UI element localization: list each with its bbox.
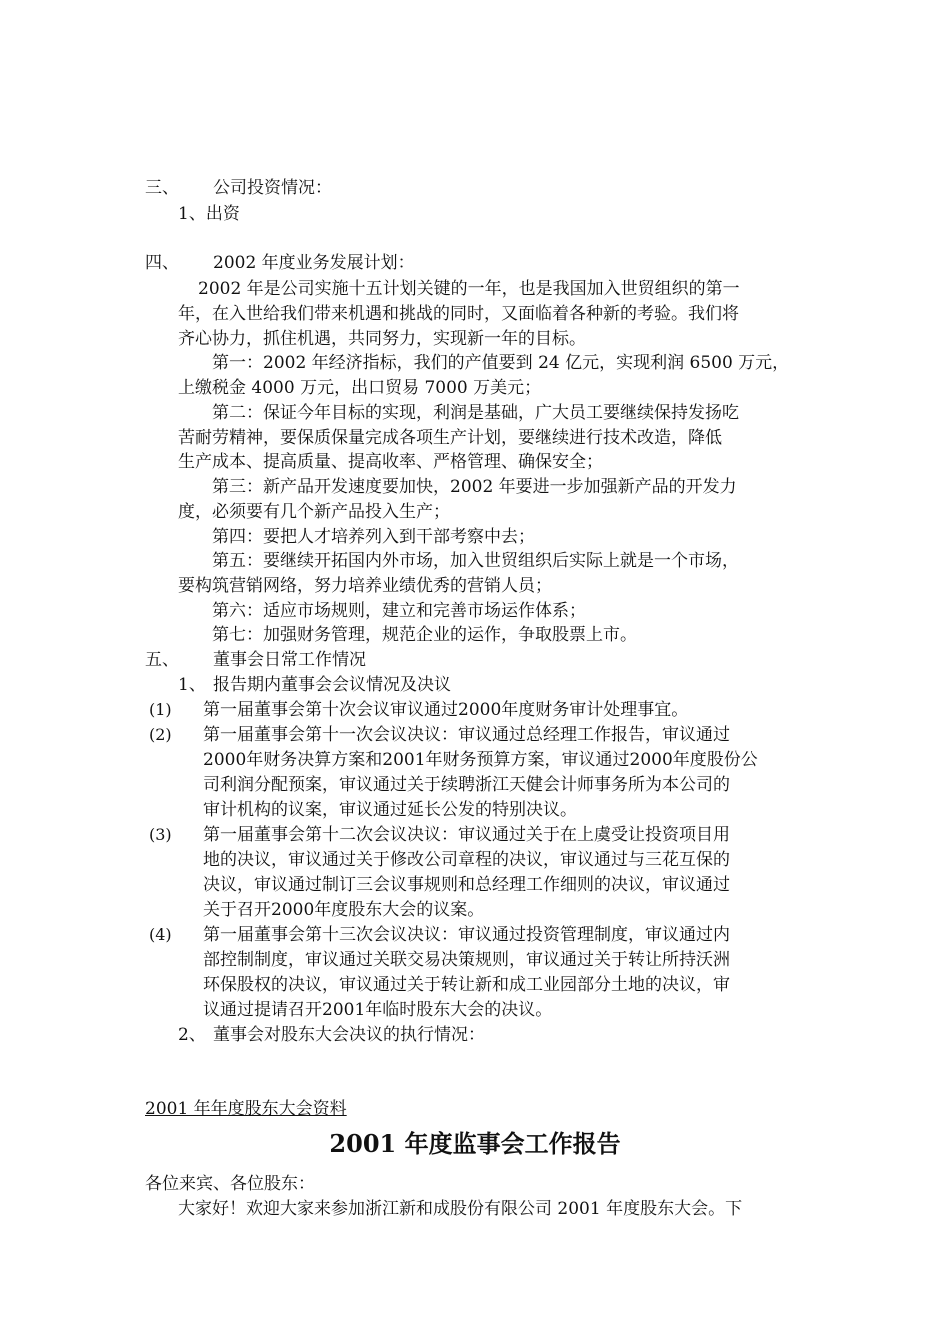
plan-item-2-line: 苦耐劳精神，要保质保量完成各项生产计划，要继续进行技术改造，降低 <box>178 428 722 448</box>
resolution-line: 第一届董事会第十一次会议决议：审议通过总经理工作报告，审议通过 <box>203 725 730 745</box>
resolution-line: 第一届董事会第十次会议审议通过2000年度财务审计处理事宜。 <box>203 700 689 720</box>
section-4-intro-line: 年，在入世给我们带来机遇和挑战的同时，又面临着各种新的考验。我们将 <box>178 304 739 324</box>
resolution-line: 审计机构的议案，审议通过延长公发的特别决议。 <box>203 800 577 820</box>
resolution-line: 2000年财务决算方案和2001年财务预算方案，审议通过2000年度股份公 <box>203 750 758 770</box>
section-5-number: 五、 <box>145 650 179 670</box>
greeting: 各位来宾、各位股东： <box>145 1174 315 1194</box>
report-title: 2001 年度监事会工作报告 <box>329 1129 621 1158</box>
resolution-line: 议通过提请召开2001年临时股东大会的决议。 <box>203 1000 553 1020</box>
resolution-line: 关于召开2000年度股东大会的议案。 <box>203 900 485 920</box>
section-5-sub-1-number: 1、 <box>178 675 206 695</box>
opening-paragraph: 大家好！欢迎大家来参加浙江新和成股份有限公司 2001 年度股东大会。下 <box>178 1199 743 1219</box>
section-3-title: 公司投资情况： <box>213 178 332 198</box>
resolution-line: 第一届董事会第十二次会议决议：审议通过关于在上虞受让投资项目用 <box>203 825 730 845</box>
plan-item-3-line: 第三：新产品开发速度要加快，2002 年要进一步加强新产品的开发力 <box>212 477 737 497</box>
plan-item-2-line: 第二：保证今年目标的实现，利润是基础，广大员工要继续保持发扬吃 <box>212 403 739 423</box>
resolution-line: 地的决议，审议通过关于修改公司章程的决议，审议通过与三花互保的 <box>203 850 730 870</box>
resolution-line: 部控制制度，审议通过关联交易决策规则，审议通过关于转让所持沃洲 <box>203 950 730 970</box>
resolution-line: 司利润分配预案，审议通过关于续聘浙江天健会计师事务所为本公司的 <box>203 775 730 795</box>
resolution-line: 决议，审议通过制订三会议事规则和总经理工作细则的决议，审议通过 <box>203 875 730 895</box>
section-4-number: 四、 <box>145 253 179 273</box>
resolution-number: (1) <box>149 700 172 719</box>
section-5-title: 董事会日常工作情况 <box>213 650 366 670</box>
plan-item-4-line: 第四：要把人才培养列入到干部考察中去； <box>212 527 535 547</box>
resolution-number: (4) <box>149 925 172 944</box>
page-header: 2001 年年度股东大会资料 <box>145 1099 347 1119</box>
plan-item-3-line: 度，必须要有几个新产品投入生产； <box>178 502 450 522</box>
resolution-number: (3) <box>149 825 172 844</box>
section-5-sub-2-title: 董事会对股东大会决议的执行情况： <box>213 1025 485 1045</box>
section-3-item-1: 1、出资 <box>178 204 240 224</box>
resolution-number: (2) <box>149 725 172 744</box>
section-5-sub-2-number: 2、 <box>178 1025 206 1045</box>
section-4-title: 2002 年度业务发展计划： <box>213 253 415 273</box>
section-4-intro-line: 齐心协力，抓住机遇，共同努力，实现新一年的目标。 <box>178 329 586 349</box>
section-3-number: 三、 <box>145 178 179 198</box>
plan-item-6-line: 第六：适应市场规则，建立和完善市场运作体系； <box>212 601 586 621</box>
plan-item-1-line: 第一：2002 年经济指标，我们的产值要到 24 亿元，实现利润 6500 万元， <box>212 353 790 373</box>
resolution-line: 环保股权的决议，审议通过关于转让新和成工业园部分土地的决议，审 <box>203 975 730 995</box>
plan-item-5-line: 要构筑营销网络，努力培养业绩优秀的营销人员； <box>178 576 552 596</box>
plan-item-5-line: 第五：要继续开拓国内外市场，加入世贸组织后实际上就是一个市场， <box>212 551 739 571</box>
section-4-intro-line: 2002 年是公司实施十五计划关键的一年，也是我国加入世贸组织的第一 <box>198 279 740 299</box>
plan-item-2-line: 生产成本、提高质量、提高收率、严格管理、确保安全； <box>178 452 603 472</box>
section-5-sub-1-title: 报告期内董事会会议情况及决议 <box>213 675 451 695</box>
plan-item-7-line: 第七：加强财务管理，规范企业的运作，争取股票上市。 <box>212 625 637 645</box>
resolution-line: 第一届董事会第十三次会议决议：审议通过投资管理制度，审议通过内 <box>203 925 730 945</box>
plan-item-1-line: 上缴税金 4000 万元，出口贸易 7000 万美元； <box>178 378 542 398</box>
